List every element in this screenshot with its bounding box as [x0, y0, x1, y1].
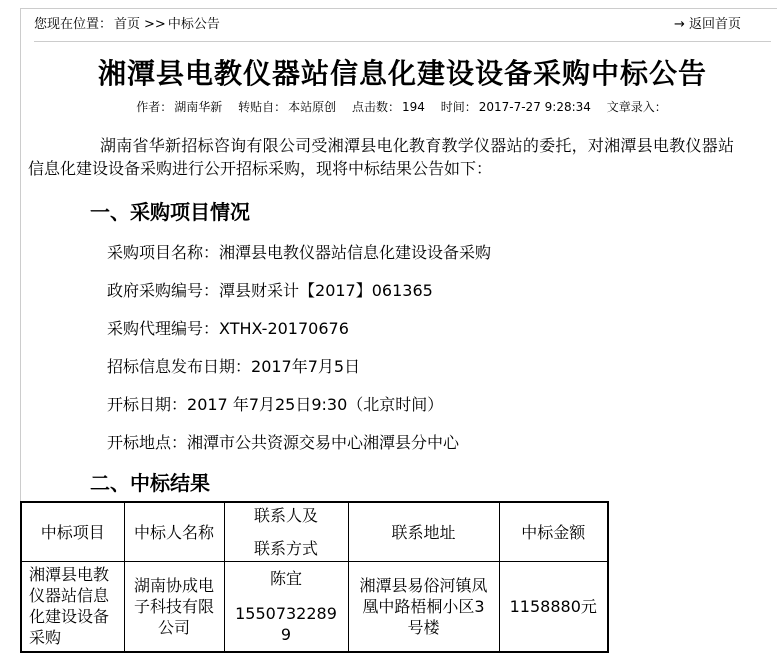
result-table: [20, 501, 609, 653]
page-title: 湘潭县电教仪器站信息化建设设备采购中标公告: [97, 57, 707, 90]
meta-time-label: 时间：: [440, 100, 477, 114]
cell-project: 湘潭县电教仪器站信息化建设设备采购: [21, 562, 124, 652]
header-cell-amount: 中标金额: [499, 502, 608, 562]
breadcrumb-home-link[interactable]: 首页: [114, 17, 141, 32]
header-contact-line2: 联系方式: [253, 539, 318, 558]
breadcrumb-prefix: 您现在位置：: [34, 17, 113, 32]
cell-amount: 1158880元: [499, 562, 608, 652]
meta-entry-label: 文章录入：: [606, 100, 667, 114]
cell-winner: 湖南协成电子科技有限公司: [124, 562, 224, 652]
breadcrumb: [34, 17, 220, 33]
field-gov-procure-no-label: 政府采购编号：: [107, 281, 220, 300]
meta-hits-label: 点击数：: [351, 100, 400, 114]
meta-time: [441, 100, 591, 114]
meta-source-label: 转贴自：: [238, 100, 287, 114]
field-open-date-label: 开标日期：: [107, 395, 188, 414]
article: [21, 59, 777, 653]
breadcrumb-divider: >>: [144, 17, 166, 32]
cell-address: 湘潭县易俗河镇凤凰中路梧桐小区3号楼: [348, 562, 499, 652]
cell-contact: [224, 562, 348, 652]
section1-heading: 一、采购项目情况: [90, 200, 250, 224]
meta-entry: [607, 100, 669, 114]
field-open-date-value: 2017 年7月25日9:30（北京时间）: [187, 395, 444, 414]
field-agency-no-label: 采购代理编号：: [107, 319, 220, 338]
return-home: [674, 17, 741, 33]
breadcrumb-separator: [34, 41, 771, 42]
cell-contact-phone: 15507322899: [235, 603, 337, 644]
article-meta: [28, 100, 777, 114]
field-publish-date: [107, 358, 777, 375]
field-publish-date-label: 招标信息发布日期：: [107, 357, 252, 376]
meta-time-value: 2017-7-27 9:28:34: [478, 100, 591, 114]
meta-hits-value: 194: [401, 100, 425, 114]
meta-author-label: 作者：: [136, 100, 173, 114]
field-gov-procure-no-value: 潭县财采计【2017】061365: [219, 281, 433, 300]
field-project-name-label: 采购项目名称：: [107, 243, 220, 262]
meta-source: [238, 100, 336, 114]
field-gov-procure-no: [107, 282, 777, 299]
field-project-name: [107, 244, 777, 261]
page-frame: [20, 8, 777, 648]
header-contact-line1: 联系人及: [253, 506, 318, 525]
table-row: [21, 562, 608, 652]
section2-heading: 二、中标结果: [90, 471, 210, 495]
field-open-place-value: 湘潭市公共资源交易中心湘潭县分中心: [187, 433, 460, 452]
arrow-right-icon: →: [673, 17, 685, 32]
header-cell-contact: [224, 502, 348, 562]
field-agency-no-value: XTHX-20170676: [219, 319, 349, 338]
meta-hits: [352, 100, 425, 114]
meta-source-value: 本站原创: [288, 100, 337, 114]
header-cell-winner: 中标人名称: [124, 502, 224, 562]
field-open-place-label: 开标地点：: [107, 433, 188, 452]
breadcrumb-current-link[interactable]: 中标公告: [167, 17, 220, 32]
field-project-name-value: 湘潭县电教仪器站信息化建设设备采购: [219, 243, 492, 262]
cell-contact-name: 陈宜: [269, 568, 302, 588]
intro-paragraph: 湖南省华新招标咨询有限公司受湘潭县电化教育教学仪器站的委托，对湘潭县电教仪器站信息化建设设备采购进行公开招标采购，现将中标结果公告如下：: [28, 136, 734, 178]
header-cell-project: 中标项目: [21, 502, 124, 562]
field-publish-date-value: 2017年7月5日: [251, 357, 361, 376]
breadcrumb-bar: [21, 9, 777, 33]
meta-author-value: 湖南华新: [174, 100, 223, 114]
table-header-row: [21, 502, 608, 562]
meta-author: [136, 100, 222, 114]
return-home-link[interactable]: 返回首页: [688, 17, 741, 32]
field-agency-no: [107, 320, 777, 337]
header-cell-address: 联系地址: [348, 502, 499, 562]
field-open-date: [107, 396, 777, 413]
field-open-place: [107, 434, 777, 451]
